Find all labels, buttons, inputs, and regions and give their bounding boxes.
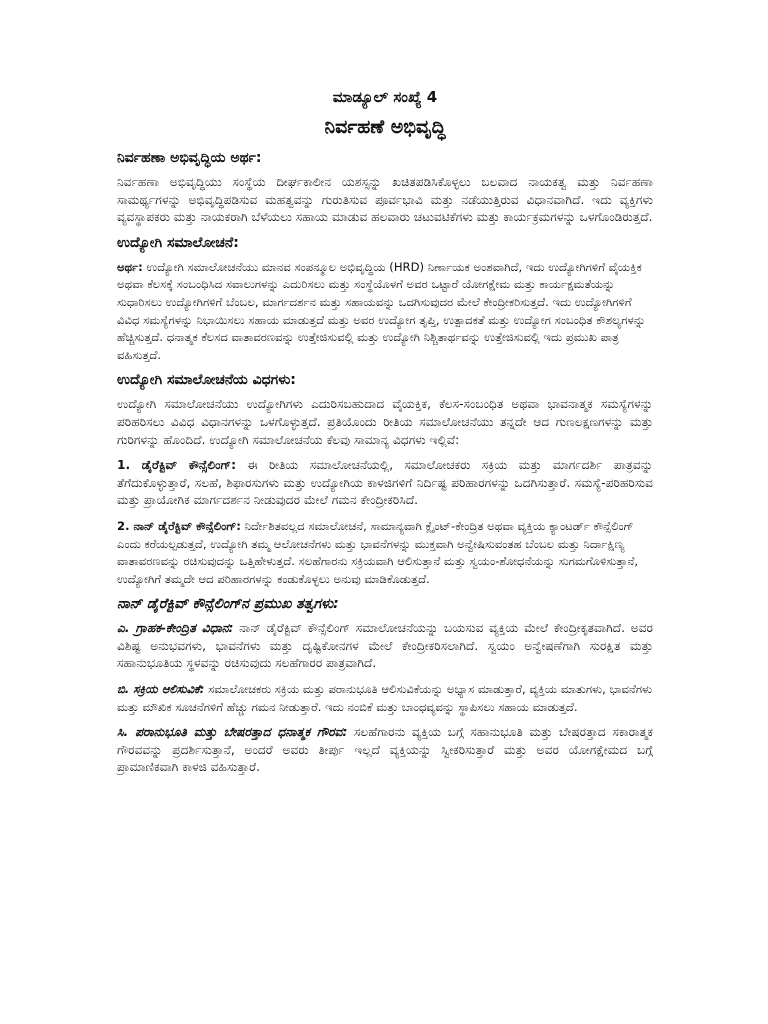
counselling-text: ಉದ್ಯೋಗಿ ಸಮಾಲೋಚನೆಯು ಮಾನವ ಸಂಪನ್ಮೂಲ ಅಭಿವೃದ್ಧಿಯ (HRD) ನಿರ್ಣಾಯಕ ಅಂಶವಾಗಿದೆ, ಇದು ಉದ್ಯೋಗಿಗಳಿಗೆ ವೈಯಕ್ತಿಕ ಅಥವಾ ಕೆಲಸಕ್ಕೆ ಸಂಬಂಧಿಸಿದ ಸವಾಲುಗಳನ್ನು ಎದುರಿಸಲು ಮತ್ತು ಸಂಸ್ಥೆಯೊಳಗೆ ಅವರ ಒಟ್ಟಾರೆ ಯೋಗಕ್ಷೇಮ ಮತ್ತು ಕಾರ್ಯಕ್ಷಮತೆಯನ್ನು ಸುಧಾರಿಸಲು ಉದ್ಯೋಗಿಗಳಿಗೆ ಬೆಂಬಲ, ಮಾರ್ಗದರ್ಶನ ಮತ್ತು ಸಹಾಯವನ್ನು ಒದಗಿಸುವುದರ ಮೇಲೆ ಕೇಂದ್ರೀಕರಿಸುತ್ತದೆ. ಇದು ಉದ್ಯೋಗಿಗಳಿಗೆ ವಿವಿಧ ಸಮಸ್ಯೆಗಳನ್ನು ನಿಭಾಯಿಸಲು ಸಹಾಯ ಮಾಡುತ್ತದೆ ಮತ್ತು ಅವರ ಉದ್ಯೋಗ ತೃಪ್ತಿ, ಉತ್ಪಾದಕತೆ ಮತ್ತು ಉದ್ಯೋಗ ಸಂಬಂಧಿತ ಕೌಶಲ್ಯಗಳನ್ನು ಹೆಚ್ಚಿಸುತ್ತದೆ. ಧನಾತ್ಮಕ ಕೆಲಸದ ವಾತಾವರಣವನ್ನು ಉತ್ತೇಜಿಸುವಲ್ಲಿ ಮತ್ತು ಉದ್ಯೋಗಿ ನಿಶ್ಚಿತಾರ್ಥವನ್ನು ಉತ್ತೇಜಿಸುವಲ್ಲಿ ಇದು ಪ್ರಮುಖ ಪಾತ್ರ ವಹಿಸುತ್ತದೆ. [117,259,646,362]
nondirective-paragraph [117,518,653,588]
principle-c-text: ಸಲಹೆಗಾರನು ವ್ಯಕ್ತಿಯ ಬಗ್ಗೆ ಸಹಾನುಭೂತಿ ಮತ್ತು ಬೇಷರತ್ತಾದ ಸಕಾರಾತ್ಮಕ ಗೌರವವನ್ನು ಪ್ರದರ್ಶಿಸುತ್ತಾನೆ, ಅಂದರೆ ಅವರು ತೀರ್ಪು ಇಲ್ಲದೆ ವ್ಯಕ್ತಿಯನ್ನು ಸ್ವೀಕರಿಸುತ್ತಾರೆ ಮತ್ತು ಅವರ ಯೋಗಕ್ಷೇಮದ ಬಗ್ಗೆ ಪ್ರಾಮಾಣಿಕವಾಗಿ ಕಾಳಜಿ ವಹಿಸುತ್ತಾರೆ. [117,725,654,775]
principle-c-lead: ಸಿ. ಪರಾನುಭೂತಿ ಮತ್ತು ಬೇಷರತ್ತಾದ ಧನಾತ್ಮಕ ಗೌರವ: [117,725,348,740]
document-title: ನಿರ್ವಹಣೆ ಅಭಿವೃದ್ಧಿ [324,116,446,138]
principle-a-lead: ಎ. ಗ್ರಾಹಕ-ಕೇಂದ್ರಿತ ವಿಧಾನ: [117,621,234,636]
document-page [117,88,653,785]
meaning-paragraph: ನಿರ್ವಹಣಾ ಅಭಿವೃದ್ಧಿಯು ಸಂಸ್ಥೆಯ ದೀರ್ಘಕಾಲೀನ ಯಶಸ್ಸನ್ನು ಖಚಿತಪಡಿಸಿಕೊಳ್ಳಲು ಬಲವಾದ ನಾಯಕತ್ವ ಮತ್ತು ನಿರ್ವಹಣಾ ಸಾಮರ್ಥ್ಯಗಳನ್ನು ಅಭಿವೃದ್ಧಿಪಡಿಸುವ ಮಹತ್ವವನ್ನು ಗುರುತಿಸುವ ಪೂರ್ವಭಾವಿ ಮತ್ತು ನಡೆಯುತ್ತಿರುವ ವಿಧಾನವಾಗಿದೆ. ಇದು ವ್ಯಕ್ತಿಗಳು ವ್ಯವಸ್ಥಾಪಕರು ಮತ್ತು ನಾಯಕರಾಗಿ ಬೆಳೆಯಲು ಸಹಾಯ ಮಾಡುವ ಹಲವಾರು ಚಟುವಟಿಕೆಗಳು ಮತ್ತು ಕಾರ್ಯಕ್ರಮಗಳನ್ನು ಒಳಗೊಂಡಿರುತ್ತದೆ. [117,175,653,225]
directive-lead: 1. ಡೈರೆಕ್ಟಿವ್ ಕೌನ್ಸೆಲಿಂಗ್: [117,458,236,473]
nondirective-lead: 2. ನಾನ್ ಡೈರೆಕ್ಟಿವ್ ಕೌನ್ಸೆಲಿಂಗ್: [117,518,241,533]
types-heading: ಉದ್ಯೋಗಿ ಸಮಾಲೋಚನೆಯ ವಿಧಗಳು: [117,372,296,389]
principle-b-paragraph [117,681,653,716]
principle-a-text: ನಾನ್ ಡೈರೆಕ್ಟಿವ್ ಕೌನ್ಸೆಲಿಂಗ್ ಸಮಾಲೋಚನೆಯನ್ನು ಬಯಸುವ ವ್ಯಕ್ತಿಯ ಮೇಲೆ ಕೇಂದ್ರೀಕೃತವಾಗಿದೆ. ಅವರ ವಿಶಿಷ್ಟ ಅನುಭವಗಳು, ಭಾವನೆಗಳು ಮತ್ತು ದೃಷ್ಟಿಕೋನಗಳ ಮೇಲೆ ಕೇಂದ್ರೀಕರಿಸಲಾಗಿದೆ. ಸ್ವಯಂ ಅನ್ವೇಷಣೆಗಾಗಿ ಸುರಕ್ಷಿತ ಮತ್ತು ಸಹಾನುಭೂತಿಯ ಸ್ಥಳವನ್ನು ರಚಿಸುವುದು ಸಲಹೆಗಾರರ ಪಾತ್ರವಾಗಿದೆ. [117,621,654,671]
principle-c-paragraph [117,724,653,777]
principle-a-paragraph [117,620,653,673]
meaning-heading: ನಿರ್ವಹಣಾ ಅಭಿವೃದ್ಧಿಯ ಅರ್ಥ: [117,150,262,166]
principle-b-text: ಸಮಾಲೋಚಕರು ಸಕ್ರಿಯ ಮತ್ತು ಪರಾನುಭೂತಿ ಆಲಿಸುವಿಕೆಯನ್ನು ಅಭ್ಯಾಸ ಮಾಡುತ್ತಾರೆ, ವ್ಯಕ್ತಿಯ ಮಾತುಗಳು, ಭಾವನೆಗಳು ಮತ್ತು ಮೌಖಿಕ ಸೂಚನೆಗಳಿಗೆ ಹೆಚ್ಚು ಗಮನ ನೀಡುತ್ತಾರೆ. ಇದು ನಂಬಿಕೆ ಮತ್ತು ಬಾಂಧವ್ಯವನ್ನು ಸ್ಥಾಪಿಸಲು ಸಹಾಯ ಮಾಡುತ್ತದೆ. [117,682,653,714]
counselling-heading: ಉದ್ಯೋಗಿ ಸಮಾಲೋಚನೆ: [117,234,239,251]
module-number: ಮಾಡ್ಯೂಲ್ ಸಂಖ್ಯೆ 4 [332,88,438,106]
principle-b-lead: ಬಿ. ಸಕ್ರಿಯ ಆಲಿಸುವಿಕೆ: [117,682,205,697]
principles-heading: ನಾನ್ ಡೈರೆಕ್ಟಿವ್ ಕೌನ್ಸೆಲಿಂಗ್‌ನ ಪ್ರಮುಖ ತತ್ವಗಳು: [117,596,339,613]
nondirective-text: ನಿರ್ದೇಶಿತವಲ್ಲದ ಸಮಾಲೋಚನೆ, ಸಾಮಾನ್ಯವಾಗಿ ಕ್ಲೈಂಟ್-ಕೇಂದ್ರಿತ ಅಥವಾ ವ್ಯಕ್ತಿಯ ಕ್ಯಾಂಟರ್ಡ್ ಕೌನ್ಸೆಲಿಂಗ್ ಎಂದು ಕರೆಯಲ್ಪಡುತ್ತದೆ, ಉದ್ಯೋಗಿ ತಮ್ಮ ಆಲೋಚನೆಗಳು ಮತ್ತು ಭಾವನೆಗಳನ್ನು ಮುಕ್ತವಾಗಿ ಅನ್ವೇಷಿಸುವಂತಹ ಬೆಂಬಲ ಮತ್ತು ನಿರ್ದಾಕ್ಷಿಣ್ಯ ವಾತಾವರಣವನ್ನು ರಚಿಸುವುದನ್ನು ಒತ್ತಿಹೇಳುತ್ತದೆ. ಸಲಹೆಗಾರನು ಸಕ್ರಿಯವಾಗಿ ಆಲಿಸುತ್ತಾನೆ ಮತ್ತು ಸ್ವಯಂ-ಶೋಧನೆಯನ್ನು ಸುಗಮಗೊಳಿಸುತ್ತಾನೆ, ಉದ್ಯೋಗಿಗೆ ತಮ್ಮದೇ ಆದ ಪರಿಹಾರಗಳನ್ನು ಕಂಡುಕೊಳ್ಳಲು ಅನುವು ಮಾಡಿಕೊಡುತ್ತದೆ. [117,518,639,586]
types-intro: ಉದ್ಯೋಗಿ ಸಮಾಲೋಚನೆಯು ಉದ್ಯೋಗಿಗಳು ಎದುರಿಸಬಹುದಾದ ವೈಯಕ್ತಿಕ, ಕೆಲಸ-ಸಂಬಂಧಿತ ಅಥವಾ ಭಾವನಾತ್ಮಕ ಸಮಸ್ಯೆಗಳನ್ನು ಪರಿಹರಿಸಲು ವಿವಿಧ ವಿಧಾನಗಳನ್ನು ಒಳಗೊಳ್ಳುತ್ತದೆ. ಪ್ರತಿಯೊಂದು ರೀತಿಯ ಸಮಾಲೋಚನೆಯು ತನ್ನದೇ ಆದ ಗುಣಲಕ್ಷಣಗಳನ್ನು ಮತ್ತು ಗುರಿಗಳನ್ನು ಹೊಂದಿದೆ. ಉದ್ಯೋಗಿ ಸಮಾಲೋಚನೆಯ ಕೆಲವು ಸಾಮಾನ್ಯ ವಿಧಗಳು ಇಲ್ಲಿವೆ: [117,397,653,447]
counselling-paragraph [117,259,653,365]
directive-text: ಈ ರೀತಿಯ ಸಮಾಲೋಚನೆಯಲ್ಲಿ, ಸಮಾಲೋಚಕರು ಸಕ್ರಿಯ ಮತ್ತು ಮಾರ್ಗದರ್ಶಿ ಪಾತ್ರವನ್ನು ತೆಗೆದುಕೊಳ್ಳುತ್ತಾರೆ, ಸಲಹೆ, ಶಿಫಾರಸುಗಳು ಮತ್ತು ಉದ್ಯೋಗಿಯ ಕಾಳಜಿಗಳಿಗೆ ನಿರ್ದಿಷ್ಟ ಪರಿಹಾರಗಳನ್ನು ಒದಗಿಸುತ್ತಾರೆ. ಸಮಸ್ಯೆ-ಪರಿಹರಿಸುವ ಮತ್ತು ಪ್ರಾಯೋಗಿಕ ಮಾರ್ಗದರ್ಶನ ನೀಡುವುದರ ಮೇಲೆ ಗಮನ ಕೇಂದ್ರೀಕರಿಸಿದೆ. [117,458,654,508]
directive-paragraph [117,457,653,510]
counselling-lead: ಅರ್ಥ: [117,259,143,274]
